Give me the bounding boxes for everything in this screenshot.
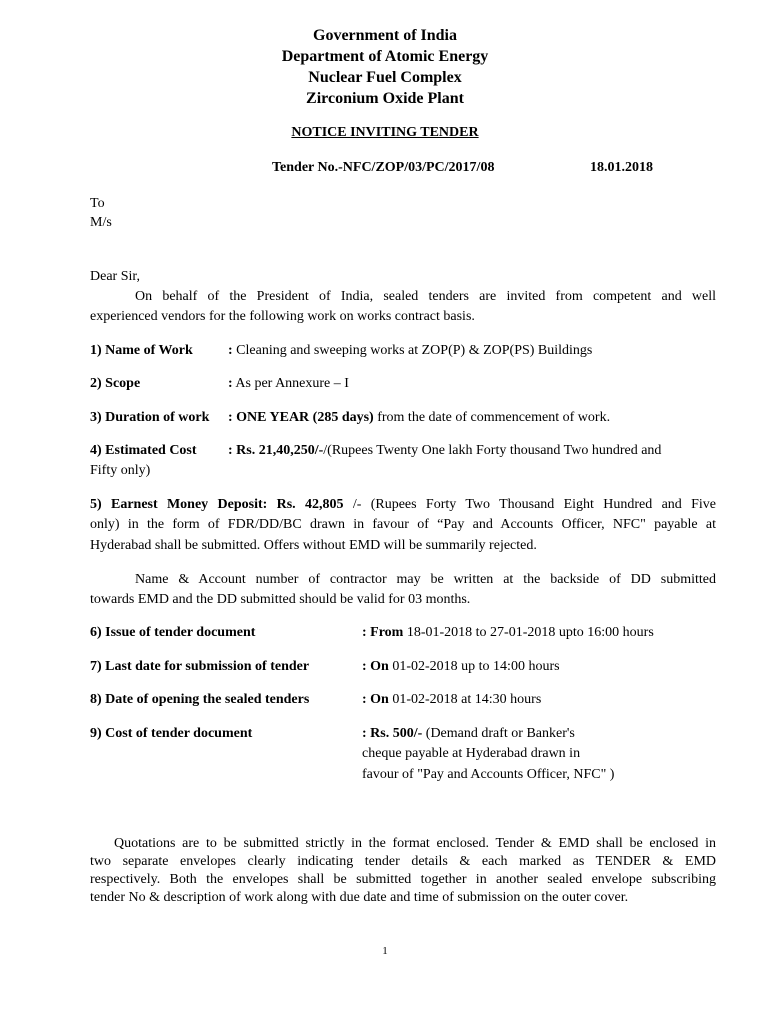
item-issue-label: 6) Issue of tender document — [90, 625, 256, 640]
item-estimated-cost-value — [228, 443, 661, 459]
on-bold: : On — [362, 692, 389, 707]
item-cost-doc-line-3: favour of "Pay and Accounts Officer, NFC" ) — [362, 767, 615, 782]
dd-note-line-1: Name & Account number of contractor may be written at the backside of DD submitted — [135, 572, 716, 587]
emd-amount: Rs. 42,805 — [276, 497, 344, 512]
value-text: Cleaning and sweeping works at ZOP(P) & ZOP(PS) Buildings — [236, 343, 593, 358]
closing-line-1: Quotations are to be submitted strictly in the format enclosed. Tender & EMD shall be enclosed in — [114, 836, 716, 851]
tender-date: 18.01.2018 — [590, 160, 653, 175]
page-number: 1 — [382, 945, 388, 957]
item-estimated-cost-value-2: Fifty only) — [90, 463, 151, 478]
intro-line-2: experienced vendors for the following work on works contract basis. — [90, 309, 475, 324]
value-text: As per Annexure – I — [235, 376, 349, 391]
item-emd-line-2: only) in the form of FDR/DD/BC drawn in favour of “Pay and Accounts Officer, NFC" payable at — [90, 517, 716, 532]
colon: : — [228, 410, 233, 425]
value-text: 18-01-2018 to 27-01-2018 upto 16:00 hours — [406, 625, 654, 640]
item-emd-line-3: Hyderabad shall be submitted. Offers without EMD will be summarily rejected. — [90, 538, 537, 553]
closing-line-2: two separate envelopes clearly indicating tender details & each marked as TENDER & EMD — [90, 854, 716, 869]
item-duration-label: 3) Duration of work — [90, 410, 210, 425]
header-department: Department of Atomic Energy — [281, 48, 489, 65]
value-text: 01-02-2018 at 14:30 hours — [392, 692, 542, 707]
item-cost-doc-label: 9) Cost of tender document — [90, 726, 253, 741]
item-emd-line-1 — [90, 497, 716, 513]
tender-number: Tender No.-NFC/ZOP/03/PC/2017/08 — [272, 160, 495, 175]
item-opening-value — [362, 692, 541, 708]
colon: : — [228, 343, 233, 358]
dd-note-line-2: towards EMD and the DD submitted should be valid for 03 months. — [90, 592, 471, 607]
closing-line-3: respectively. Both the envelopes shall be submitted together in another sealed envelope subscribing — [90, 872, 716, 887]
item-opening-label: 8) Date of opening the sealed tenders — [90, 692, 310, 707]
address-to: To — [90, 196, 105, 211]
value-text: from the date of commencement of work. — [377, 410, 611, 425]
item-scope-label: 2) Scope — [90, 376, 141, 391]
item-issue-value — [362, 625, 654, 641]
emd-label: 5) Earnest Money Deposit: — [90, 497, 268, 512]
address-ms: M/s — [90, 215, 112, 230]
item-duration-value — [228, 410, 610, 426]
intro-line-1: On behalf of the President of India, sealed tenders are invited from competent and well — [135, 289, 716, 304]
header-plant: Zirconium Oxide Plant — [306, 90, 464, 107]
closing-line-4: tender No & description of work along with due date and time of submission on the outer cover. — [90, 890, 629, 905]
item-cost-doc-line-2: cheque payable at Hyderabad drawn in — [362, 746, 581, 761]
item-estimated-cost-label: 4) Estimated Cost — [90, 443, 197, 458]
item-last-date-label: 7) Last date for submission of tender — [90, 659, 310, 674]
colon: : — [228, 443, 233, 458]
salutation: Dear Sir, — [90, 269, 140, 284]
item-name-of-work-label: 1) Name of Work — [90, 343, 193, 358]
value-text: /(Rupees Twenty One lakh Forty thousand Two hundred and — [323, 443, 662, 458]
from-bold: : From — [362, 625, 404, 640]
on-bold: : On — [362, 659, 389, 674]
value-text: 01-02-2018 up to 14:00 hours — [392, 659, 560, 674]
item-last-date-value — [362, 659, 560, 675]
item-cost-doc-value — [362, 726, 575, 742]
item-name-of-work-value — [228, 343, 592, 359]
value-text: (Demand draft or Banker's — [425, 726, 575, 741]
notice-title: NOTICE INVITING TENDER — [291, 125, 479, 140]
header-complex: Nuclear Fuel Complex — [308, 69, 462, 86]
cost-bold: Rs. 21,40,250/- — [236, 443, 324, 458]
item-scope-value — [228, 376, 349, 392]
colon: : — [228, 376, 233, 391]
header-government: Government of India — [313, 27, 457, 44]
duration-bold: ONE YEAR (285 days) — [236, 410, 374, 425]
cost-bold: : Rs. 500/- — [362, 726, 423, 741]
emd-text-1: /- (Rupees Forty Two Thousand Eight Hundred and Five — [352, 497, 717, 512]
